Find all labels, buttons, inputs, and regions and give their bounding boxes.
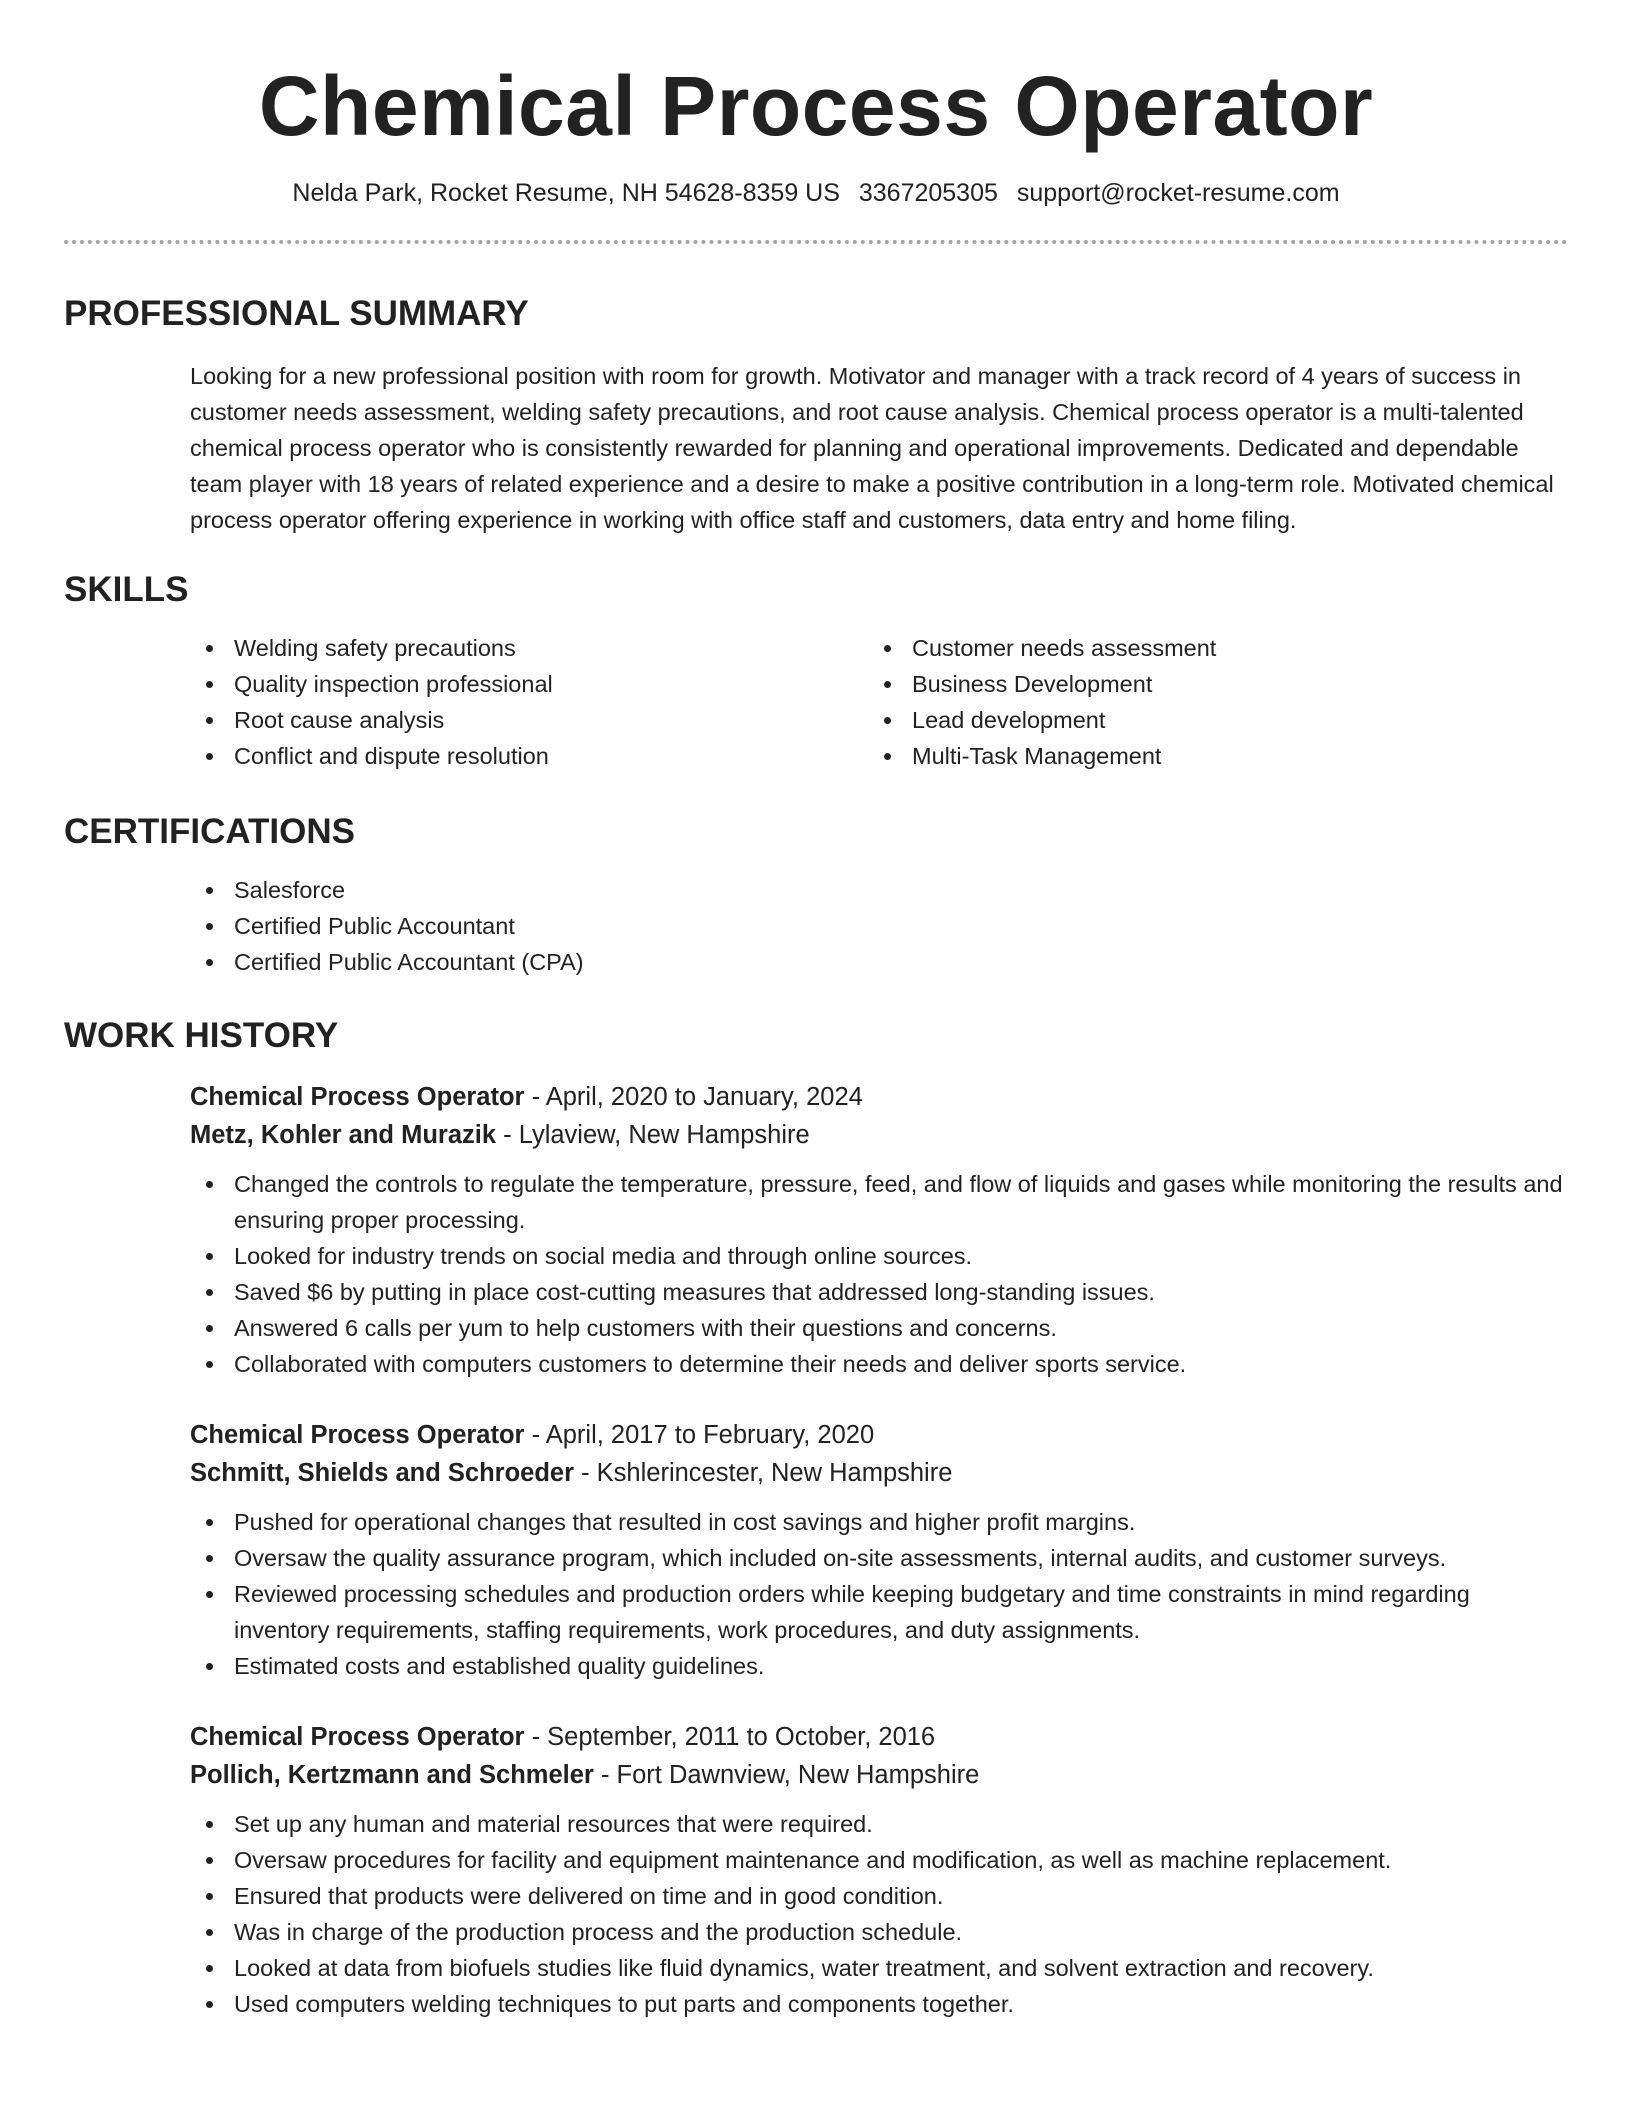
skill-item: Lead development: [868, 702, 1546, 738]
job-bullet: Estimated costs and established quality guidelines.: [190, 1648, 1568, 1684]
summary-heading: PROFESSIONAL SUMMARY: [64, 294, 529, 333]
skill-item: Business Development: [868, 666, 1546, 702]
job-dates: - April, 2020 to January, 2024: [524, 1083, 863, 1111]
certification-item: Certified Public Accountant (CPA): [190, 944, 1568, 980]
certification-item: Salesforce: [190, 872, 1568, 908]
job-bullet: Oversaw procedures for facility and equipment maintenance and modification, as well as machine replacement.: [190, 1842, 1568, 1878]
certifications-section: [190, 872, 1568, 980]
job-bullet: Oversaw the quality assurance program, which included on-site assessments, internal audits, and customer surveys.: [190, 1540, 1568, 1576]
job-location: - Lylaview, New Hampshire: [496, 1121, 810, 1149]
job-title: Chemical Process Operator: [190, 1723, 525, 1751]
certifications-heading: CERTIFICATIONS: [64, 812, 356, 851]
job-bullets: [190, 1166, 1568, 1382]
skill-item: Conflict and dispute resolution: [190, 738, 868, 774]
job-bullet: Looked at data from biofuels studies like fluid dynamics, water treatment, and solvent extraction and recovery.: [190, 1950, 1568, 1986]
job-company-line: [190, 1116, 1568, 1154]
job-bullet: Answered 6 calls per yum to help customers with their questions and concerns.: [190, 1310, 1568, 1346]
job-bullet: Looked for industry trends on social media and through online sources.: [190, 1238, 1568, 1274]
skills-list-left: [190, 630, 868, 774]
skill-item: Quality inspection professional: [190, 666, 868, 702]
job-title-line: [190, 1416, 1568, 1454]
skills-list-right: [868, 630, 1546, 774]
certifications-list: [190, 872, 1568, 980]
job-location: - Fort Dawnview, New Hampshire: [593, 1761, 980, 1789]
job-title: Chemical Process Operator: [190, 1083, 525, 1111]
work-history-heading: WORK HISTORY: [64, 1016, 339, 1055]
job-bullets: [190, 1504, 1568, 1684]
skill-item: Root cause analysis: [190, 702, 868, 738]
resume-title: Chemical Process Operator: [258, 59, 1374, 153]
job-title-line: [190, 1718, 1568, 1756]
job-entry: [190, 1078, 1568, 1382]
job-dates: - September, 2011 to October, 2016: [524, 1723, 936, 1751]
contact-email: support@rocket-resume.com: [1016, 179, 1340, 207]
job-bullet: Was in charge of the production process and the production schedule.: [190, 1914, 1568, 1950]
summary-section: [190, 358, 1568, 538]
job-company-line: [190, 1454, 1568, 1492]
summary-text: Looking for a new professional position with room for growth. Motivator and manager with a track record of 4 years of success in customer needs assessment, welding safety precautions, and root cause analysis. Chemical process operator is a multi-talented chemical process operator who is consistently rewarded for planning and operational improvements. Dedicated and dependable team player with 18 years of related experience and a desire to make a positive contribution in a long-term role. Motivated chemical process operator offering experience in working with office staff and customers, data entry and home filing.: [190, 363, 1554, 533]
job-bullet: Ensured that products were delivered on time and in good condition.: [190, 1878, 1568, 1914]
job-entry: [190, 1718, 1568, 2022]
contact-phone: 3367205305: [858, 179, 998, 207]
skills-section: [190, 630, 1568, 774]
job-location: - Kshlerincester, New Hampshire: [574, 1459, 953, 1487]
job-bullet: Changed the controls to regulate the temperature, pressure, feed, and flow of liquids and gases while monitoring the results and ensuring proper processing.: [190, 1166, 1568, 1238]
skill-item: Customer needs assessment: [868, 630, 1546, 666]
job-bullet: Used computers welding techniques to put parts and components together.: [190, 1986, 1568, 2022]
skill-item: Welding safety precautions: [190, 630, 868, 666]
job-bullet: Reviewed processing schedules and production orders while keeping budgetary and time constraints in mind regarding inventory requirements, staffing requirements, work procedures, and duty assignments.: [190, 1576, 1568, 1648]
job-bullet: Set up any human and material resources that were required.: [190, 1806, 1568, 1842]
contact-address: Nelda Park, Rocket Resume, NH 54628-8359 US: [292, 179, 840, 207]
job-dates: - April, 2017 to February, 2020: [524, 1421, 875, 1449]
skills-heading: SKILLS: [64, 570, 189, 609]
job-bullets: [190, 1806, 1568, 2022]
job-company: Schmitt, Shields and Schroeder: [190, 1459, 575, 1487]
job-company: Pollich, Kertzmann and Schmeler: [190, 1761, 594, 1789]
job-bullet: Saved $6 by putting in place cost-cutting measures that addressed long-standing issues.: [190, 1274, 1568, 1310]
header-divider: [64, 240, 1568, 244]
skill-item: Multi-Task Management: [868, 738, 1546, 774]
job-bullet: Pushed for operational changes that resulted in cost savings and higher profit margins.: [190, 1504, 1568, 1540]
job-company: Metz, Kohler and Murazik: [190, 1121, 497, 1149]
certification-item: Certified Public Accountant: [190, 908, 1568, 944]
job-company-line: [190, 1756, 1568, 1794]
job-entry: [190, 1416, 1568, 1684]
job-title-line: [190, 1078, 1568, 1116]
work-history-section: [190, 1078, 1568, 2022]
contact-line: [64, 176, 1568, 210]
job-title: Chemical Process Operator: [190, 1421, 525, 1449]
job-bullet: Collaborated with computers customers to determine their needs and deliver sports service.: [190, 1346, 1568, 1382]
